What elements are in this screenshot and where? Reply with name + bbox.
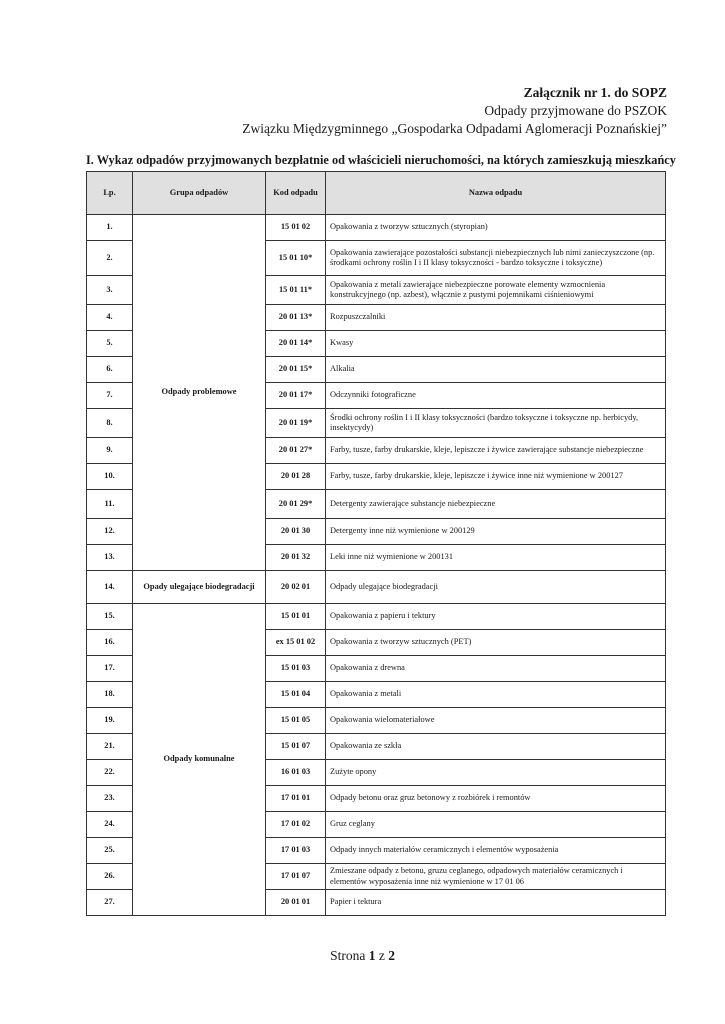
row-lp: 24. [87,812,133,838]
row-lp: 19. [87,708,133,734]
row-nazwa: Odpady innych materiałów ceramicznych i elementów wyposażenia [326,838,666,864]
row-kod: 15 01 05 [266,708,326,734]
section-title: I. Wykaz odpadów przyjmowanych bezpłatnie od właścicieli nieruchomości, na których zamieszkują mieszkańcy [86,153,676,167]
header-grupa: Grupa odpadów [133,172,266,215]
row-lp: 6. [87,357,133,383]
row-kod: 15 01 01 [266,604,326,630]
row-lp: 1. [87,215,133,241]
row-lp: 11. [87,490,133,519]
row-nazwa: Leki inne niż wymienione w 200131 [326,545,666,571]
footer-total: 2 [388,948,395,963]
header-lp: Lp. [87,172,133,215]
row-lp: 22. [87,760,133,786]
table-row [87,215,666,241]
row-lp: 7. [87,383,133,409]
group-cell-komunalne: Odpady komunalne [133,604,266,916]
row-lp: 2. [87,241,133,276]
row-nazwa: Opakowania z tworzyw sztucznych (styropian) [326,215,666,241]
row-nazwa: Zużyte opony [326,760,666,786]
row-nazwa: Opakowania z metali zawierające niebezpieczne porowate elementy wzmocnienia konstrukcyjnego (np. azbest), włącznie z pustymi pojemnikami ciśnieniowymi [326,276,666,305]
waste-table [86,171,666,916]
row-kod: 20 01 01 [266,890,326,916]
group-cell-problemowe: Odpady problemowe [133,215,266,571]
group-cell-bio: Opady ulegające biodegradacji [133,571,266,604]
row-kod: 16 01 03 [266,760,326,786]
row-lp: 13. [87,545,133,571]
row-lp: 10. [87,464,133,490]
organization-name: Związku Międzygminnego „Gospodarka Odpadami Aglomeracji Poznańskiej” [242,121,667,136]
header-nazwa: Nazwa odpadu [326,172,666,215]
row-lp: 5. [87,331,133,357]
table-row [87,604,666,630]
row-kod: 20 02 01 [266,571,326,604]
row-kod: 17 01 03 [266,838,326,864]
row-nazwa: Kwasy [326,331,666,357]
row-kod: 20 01 14* [266,331,326,357]
footer-of: z [378,948,385,963]
row-kod: 15 01 03 [266,656,326,682]
footer-prefix: Strona [330,948,366,963]
row-lp: 17. [87,656,133,682]
row-lp: 26. [87,864,133,890]
row-kod: 20 01 13* [266,305,326,331]
row-nazwa: Rozpuszczalniki [326,305,666,331]
footer-page: 1 [368,948,376,963]
row-kod: 20 01 29* [266,490,326,519]
row-kod: 15 01 07 [266,734,326,760]
table-row [87,571,666,604]
attachment-title: Załącznik nr 1. do SOPZ [523,85,667,100]
row-kod: 20 01 30 [266,519,326,545]
row-lp: 21. [87,734,133,760]
row-lp: 3. [87,276,133,305]
row-nazwa: Papier i tektura [326,890,666,916]
row-kod: 20 01 15* [266,357,326,383]
row-kod: 20 01 19* [266,409,326,438]
page-footer [0,948,725,964]
row-lp: 18. [87,682,133,708]
row-nazwa: Odpady betonu oraz gruz betonowy z rozbiórek i remontów [326,786,666,812]
row-lp: 8. [87,409,133,438]
row-kod: 20 01 32 [266,545,326,571]
row-lp: 16. [87,630,133,656]
row-kod: 17 01 07 [266,864,326,890]
row-kod: 20 01 17* [266,383,326,409]
row-kod: 15 01 02 [266,215,326,241]
header-kod: Kod odpadu [266,172,326,215]
row-nazwa: Farby, tusze, farby drukarskie, kleje, lepiszcze i żywice inne niż wymienione w 200127 [326,464,666,490]
row-kod: ex 15 01 02 [266,630,326,656]
row-kod: 15 01 10* [266,241,326,276]
row-nazwa: Zmieszane odpady z betonu, gruzu ceglanego, odpadowych materiałów ceramicznych i elementów wyposażenia inne niż wymienione w 17 01 06 [326,864,666,890]
row-kod: 20 01 27* [266,438,326,464]
row-lp: 4. [87,305,133,331]
row-nazwa: Opakowania z papieru i tektury [326,604,666,630]
row-kod: 17 01 02 [266,812,326,838]
row-nazwa: Opakowania ze szkła [326,734,666,760]
row-lp: 9. [87,438,133,464]
row-lp: 12. [87,519,133,545]
row-nazwa: Gruz ceglany [326,812,666,838]
row-nazwa: Opakowania zawierające pozostałości substancji niebezpiecznych lub nimi zanieczyszczone (np. środkami ochrony roślin I i II klasy toksyczności - bardzo toksyczne i toksyczne) [326,241,666,276]
row-lp: 25. [87,838,133,864]
row-lp: 15. [87,604,133,630]
row-nazwa: Odczynniki fotograficzne [326,383,666,409]
row-lp: 23. [87,786,133,812]
row-nazwa: Opakowania z drewna [326,656,666,682]
row-nazwa: Odpady ulegające biodegradacji [326,571,666,604]
row-kod: 15 01 11* [266,276,326,305]
row-lp: 27. [87,890,133,916]
table-header-row [87,172,666,215]
row-nazwa: Opakowania z metali [326,682,666,708]
row-kod: 15 01 04 [266,682,326,708]
document-subtitle: Odpady przyjmowane do PSZOK [484,103,667,118]
table-body [87,215,666,916]
row-kod: 17 01 01 [266,786,326,812]
document-header [242,84,667,138]
row-nazwa: Opakowania z tworzyw sztucznych (PET) [326,630,666,656]
row-nazwa: Opakowania wielomateriałowe [326,708,666,734]
row-nazwa: Środki ochrony roślin I i II klasy toksyczności (bardzo toksyczne i toksyczne np. herbicydy, insektycydy) [326,409,666,438]
row-nazwa: Detergenty inne niż wymienione w 200129 [326,519,666,545]
row-nazwa: Alkalia [326,357,666,383]
row-kod: 20 01 28 [266,464,326,490]
row-nazwa: Farby, tusze, farby drukarskie, kleje, lepiszcze i żywice zawierające substancje niebezpieczne [326,438,666,464]
row-lp: 14. [87,571,133,604]
row-nazwa: Detergenty zawierające substancje niebezpieczne [326,490,666,519]
